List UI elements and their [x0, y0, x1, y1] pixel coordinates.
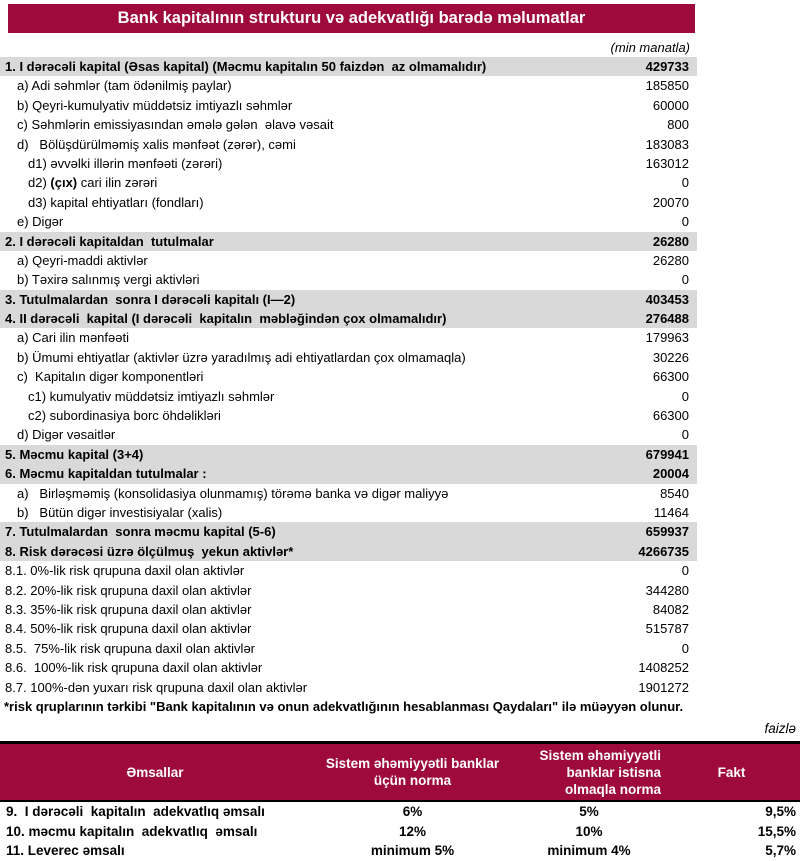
ratios-body — [0, 802, 800, 861]
ratio-fact: 5,7% — [765, 843, 796, 859]
ratio-fact: 9,5% — [765, 804, 796, 820]
row-label: c2) subordinasiya borc öhdəlikləri — [28, 408, 221, 424]
row-label: a) Cari ilin mənfəəti — [17, 330, 129, 346]
row-value: 8540 — [660, 485, 689, 501]
row-label: d) Bölüşdürülməmiş xalis mənfəət (zərər), cəmi — [17, 136, 296, 152]
table-row — [0, 154, 697, 173]
row-label: a) Adi səhmlər (tam ödənilmiş paylar) — [17, 78, 232, 94]
row-label: c) Səhmlərin emissiyasından əmələ gələn əlavə vəsait — [17, 117, 334, 133]
row-label: 1. I dərəcəli kapital (Əsas kapital) (Məcmu kapitalın 50 faizdən az olmamalıdır) — [5, 59, 487, 74]
table-row — [0, 387, 697, 406]
table-row — [0, 639, 697, 658]
table-row — [0, 425, 697, 444]
row-value: 1408252 — [638, 660, 689, 676]
ratio-norm-nonsystemic: minimum 4% — [547, 843, 631, 859]
unit-note-percent: faizlə — [764, 721, 796, 736]
row-label: 8.6. 100%-lik risk qrupuna daxil olan aktivlər — [5, 660, 263, 676]
ratios-table — [0, 741, 800, 861]
row-label: 8. Risk dərəcəsi üzrə ölçülmuş yekun aktivlər* — [5, 543, 294, 559]
row-label: 5. Məcmu kapital (3+4) — [5, 446, 144, 462]
row-value: 403453 — [645, 291, 689, 307]
row-value: 183083 — [645, 136, 689, 152]
row-value: 679941 — [645, 446, 689, 462]
ratio-row — [0, 822, 800, 842]
row-value: 26280 — [652, 233, 689, 249]
row-value: 1901272 — [638, 679, 689, 695]
table-row — [0, 464, 697, 483]
row-value: 84082 — [652, 601, 689, 617]
table-row — [0, 503, 697, 522]
table-row — [0, 658, 697, 677]
table-row — [0, 290, 697, 309]
row-value: 344280 — [645, 582, 689, 598]
table-row — [0, 135, 697, 154]
row-label: d2) (çıx) cari ilin zərəri — [28, 175, 158, 191]
risk-groups-footnote: *risk qruplarının tərkibi "Bank kapitalının və onun adekvatlığının hesablanması Qaydaları" ilə müəyyən olunur. — [4, 699, 684, 714]
ratios-header-coefficients: Əmsallar — [126, 764, 184, 780]
table-row — [0, 484, 697, 503]
ratio-label: 10. məcmu kapitalın adekvatlıq əmsalı — [6, 823, 258, 839]
row-label: b) Təxirə salınmış vergi aktivləri — [17, 272, 200, 288]
table-row — [0, 367, 697, 386]
table-row — [0, 96, 697, 115]
ratios-header-norm-systemic: Sistem əhəmiyyətli banklar üçün norma — [325, 756, 500, 788]
row-label: d3) kapital ehtiyatları (fondları) — [28, 194, 204, 210]
row-value: 66300 — [652, 408, 689, 424]
row-label: d1) əvvəlki illərin mənfəəti (zərəri) — [28, 155, 223, 171]
table-row — [0, 251, 697, 270]
row-label: 3. Tutulmalardan sonra I dərəcəli kapitalı (I—2) — [5, 291, 296, 307]
row-label: e) Digər — [17, 214, 64, 230]
table-row — [0, 193, 697, 212]
unit-note-thousand-manats: (min manatla) — [610, 40, 690, 55]
row-label: a) Birləşməmiş (konsolidasiya olunmamış) törəmə banka və digər maliyyə — [17, 485, 449, 501]
row-label: c) Kapitalın digər komponentləri — [17, 369, 204, 385]
row-label: 6. Məcmu kapitaldan tutulmalar : — [5, 466, 207, 482]
table-row — [0, 348, 697, 367]
table-row — [0, 561, 697, 580]
row-value: 0 — [681, 563, 689, 579]
row-value: 4266735 — [638, 543, 689, 559]
ratio-row — [0, 802, 800, 822]
row-value: 26280 — [652, 252, 689, 268]
report-title: Bank kapitalının strukturu və adekvatlığı barədə məlumatlar — [8, 4, 695, 33]
table-row — [0, 309, 697, 328]
row-label: 4. II dərəcəli kapital (I dərəcəli kapitalın məbləğindən çox olmamalıdır) — [5, 311, 447, 327]
table-row — [0, 445, 697, 464]
row-value: 163012 — [645, 155, 689, 171]
row-label: 2. I dərəcəli kapitaldan tutulmalar — [5, 233, 214, 249]
table-row — [0, 232, 697, 251]
table-row — [0, 522, 697, 541]
table-row — [0, 406, 697, 425]
row-label: b) Bütün digər investisiyalar (xalis) — [17, 504, 223, 520]
row-value: 11464 — [653, 504, 689, 520]
row-value: 0 — [681, 640, 689, 656]
ratio-label: 9. I dərəcəli kapitalın adekvatlıq əmsalı — [6, 804, 265, 820]
ratio-norm-nonsystemic: 5% — [579, 804, 599, 820]
table-row — [0, 76, 697, 95]
ratio-fact: 15,5% — [757, 823, 796, 839]
row-value: 0 — [681, 388, 689, 404]
row-value: 659937 — [645, 524, 689, 540]
ratios-header-norm-nonsystemic: Sistem əhəmiyyətli banklar istisna olmaqla norma — [539, 747, 661, 797]
row-value: 60000 — [652, 97, 689, 113]
row-label: d) Digər vəsaitlər — [17, 427, 116, 443]
ratio-norm-systemic: 6% — [402, 804, 423, 820]
ratio-norm-systemic: 12% — [398, 823, 427, 839]
table-row — [0, 542, 697, 561]
table-row — [0, 328, 697, 347]
table-row — [0, 600, 697, 619]
table-row — [0, 581, 697, 600]
row-label: 8.3. 35%-lik risk qrupuna daxil olan aktivlər — [5, 601, 252, 617]
row-label: 8.7. 100%-dən yuxarı risk qrupuna daxil olan aktivlər — [5, 679, 308, 695]
ratios-header-fact: Fakt — [717, 764, 746, 780]
table-row — [0, 57, 697, 76]
ratios-header-row — [0, 741, 800, 802]
row-value: 800 — [667, 117, 689, 133]
ratio-label: 11. Leverec əmsalı — [6, 843, 125, 859]
row-label: 8.4. 50%-lik risk qrupuna daxil olan aktivlər — [5, 621, 252, 637]
table-row — [0, 115, 697, 134]
row-value: 429733 — [645, 59, 689, 74]
row-value: 0 — [681, 427, 689, 443]
row-value: 515787 — [645, 621, 689, 637]
row-label: 8.1. 0%-lik risk qrupuna daxil olan aktivlər — [5, 563, 245, 579]
table-row — [0, 212, 697, 231]
row-value: 20004 — [652, 466, 689, 482]
row-label: b) Ümumi ehtiyatlar (aktivlər üzrə yaradılmış adi ehtiyatlardan çox olmamaqla) — [17, 349, 466, 365]
row-value: 0 — [681, 175, 689, 191]
table-row — [0, 619, 697, 638]
row-label: a) Qeyri-maddi aktivlər — [17, 252, 148, 268]
table-row — [0, 270, 697, 289]
row-value: 179963 — [645, 330, 689, 346]
row-value: 30226 — [652, 349, 689, 365]
row-value: 66300 — [652, 369, 689, 385]
row-value: 20070 — [652, 194, 689, 210]
row-label: 8.5. 75%-lik risk qrupuna daxil olan aktivlər — [5, 640, 256, 656]
row-label: c1) kumulyativ müddətsiz imtiyazlı səhmlər — [28, 388, 275, 404]
row-label: 8.2. 20%-lik risk qrupuna daxil olan aktivlər — [5, 582, 252, 598]
row-value: 0 — [681, 272, 689, 288]
row-value: 0 — [681, 214, 689, 230]
ratio-norm-nonsystemic: 10% — [575, 823, 603, 839]
main-table — [0, 57, 697, 697]
table-row — [0, 678, 697, 697]
row-label: b) Qeyri-kumulyativ müddətsiz imtiyazlı səhmlər — [17, 97, 293, 113]
row-value: 185850 — [645, 78, 689, 94]
ratio-row — [0, 841, 800, 861]
ratio-norm-systemic: minimum 5% — [370, 843, 455, 859]
table-row — [0, 173, 697, 192]
row-label: 7. Tutulmalardan sonra məcmu kapital (5-6) — [5, 524, 276, 540]
row-value: 276488 — [645, 311, 689, 327]
